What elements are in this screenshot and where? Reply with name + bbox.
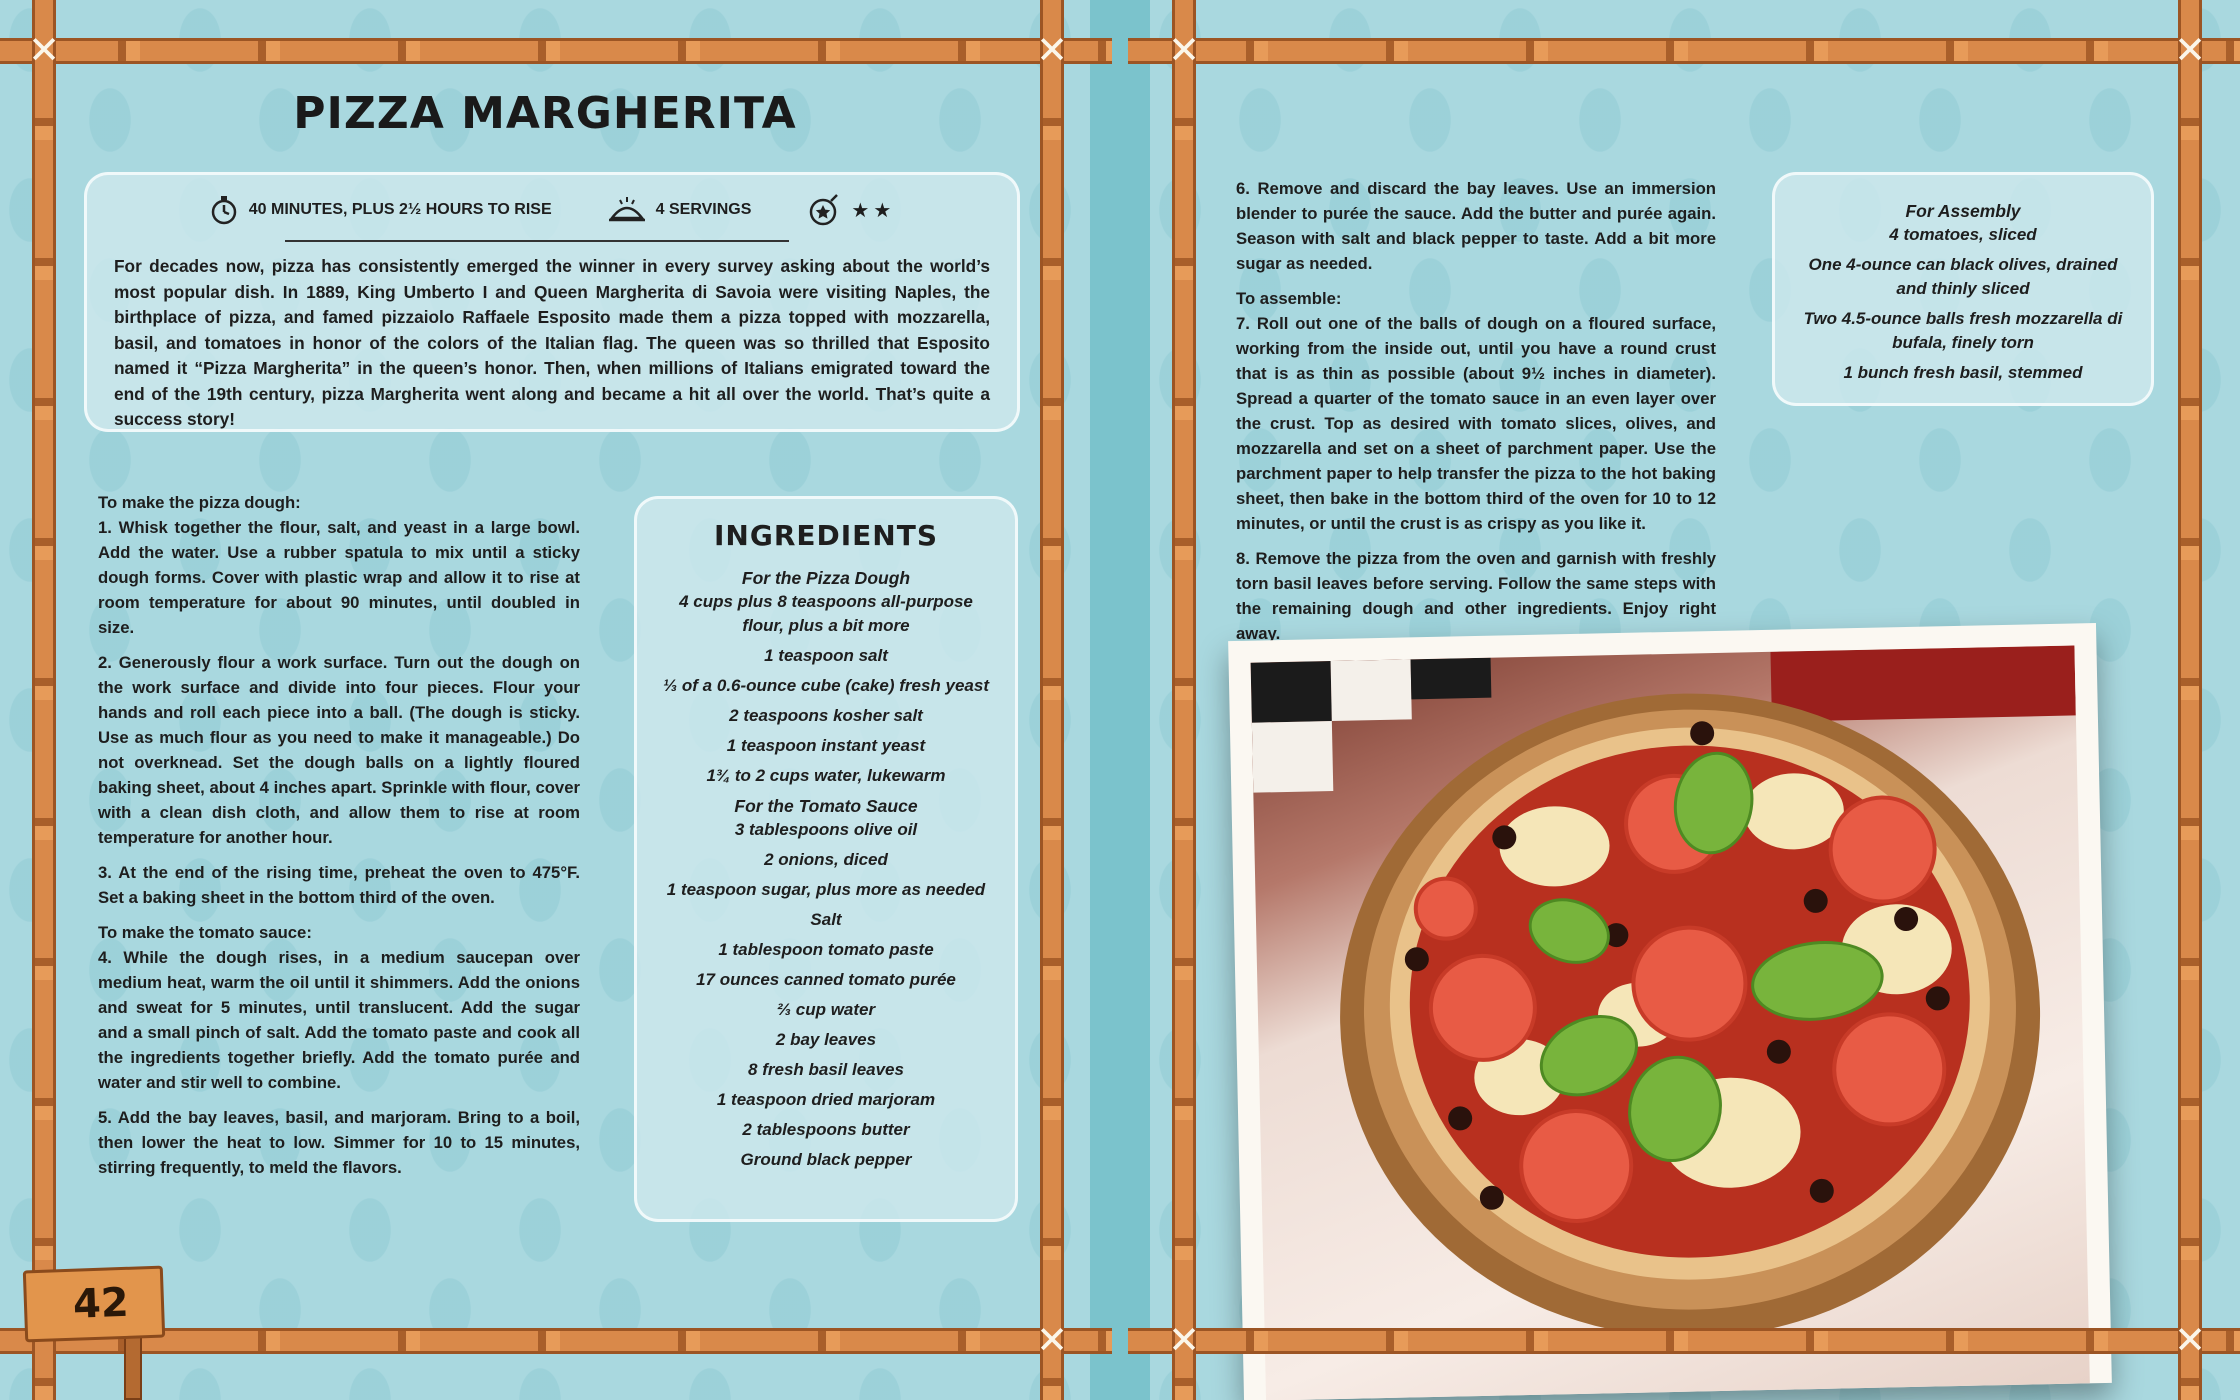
ingredient-item: ⅔ cup water bbox=[776, 1000, 876, 1019]
recipe-title: PIZZA MARGHERITA bbox=[293, 88, 797, 139]
ingredient-item: 3 tablespoons olive oil bbox=[734, 820, 918, 839]
rope-knot-icon: ✕ bbox=[1036, 1318, 1068, 1362]
step-4: 4. While the dough rises, in a medium saucepan over medium heat, warm the oil until it shimmers. Add the onions and sweat for 5 minutes, until translucent. Add the sugar and a small pinch of salt. Add the tomato paste and cook all the ingredients together briefly. Add the tomato purée and water and stir well to combine. bbox=[98, 948, 580, 1092]
step-5: 5. Add the bay leaves, basil, and marjoram. Bring to a boil, then lower the heat to low. Simmer for 10 to 15 minutes, stirring frequently, to meld the flavors. bbox=[98, 1108, 580, 1177]
sauce-subheading: For the Tomato Sauce bbox=[734, 796, 918, 816]
dough-subheading: For the Pizza Dough bbox=[741, 568, 911, 588]
page-number: 42 bbox=[72, 1279, 130, 1328]
ingredient-item: 1 tablespoon tomato paste bbox=[718, 940, 934, 959]
ingredient-item: Salt bbox=[810, 910, 842, 929]
serving-dish-icon bbox=[608, 196, 646, 224]
meta-divider bbox=[285, 240, 789, 242]
difficulty-stars: ★★ bbox=[851, 198, 896, 222]
ingredient-item: 1 teaspoon sugar, plus more as needed bbox=[666, 880, 986, 899]
sauce-heading: To make the tomato sauce: bbox=[98, 923, 312, 942]
intro-paragraph: For decades now, pizza has consistently emerged the winner in every survey asking about the world’s most popular dish. In 1889, King Umberto I and Queen Margherita di Savoia were visiting Naples, the birthplace of pizza, and famed pizzaiolo Raffaele Esposito made them a pizza topped with mozzarella, basil, and tomatoes in honor of the colors of the Italian flag. The queen was so thrilled that Esposito named it “Pizza Margherita” in the queen’s honor. Then, when millions of Italians emigrated toward the end of the 19th century, pizza Margherita went along and became a hit all over the world. That’s quite a success story! bbox=[114, 256, 990, 429]
pizza-photo-image bbox=[1251, 645, 2090, 1400]
rope-knot-icon: ✕ bbox=[1168, 28, 1200, 72]
assembly-list bbox=[1775, 175, 2151, 385]
bamboo-left bbox=[32, 0, 56, 1400]
rope-knot-icon: ✕ bbox=[1036, 28, 1068, 72]
pizza-illustration bbox=[1251, 645, 2090, 1400]
ingredient-item: 1 teaspoon salt bbox=[764, 646, 888, 665]
ingredient-item: 2 tablespoons butter bbox=[742, 1120, 910, 1139]
bamboo-top-right bbox=[1128, 38, 2240, 64]
ingredient-item: 2 bay leaves bbox=[775, 1030, 877, 1049]
assemble-heading: To assemble: bbox=[1236, 289, 1342, 308]
time-meta bbox=[209, 195, 552, 225]
rope-knot-icon: ✕ bbox=[28, 28, 60, 72]
assembly-panel bbox=[1772, 172, 2154, 406]
step-3: 3. At the end of the rising time, preheat the oven to 475°F. Set a baking sheet in the bottom third of the oven. bbox=[98, 863, 580, 907]
rope-knot-icon: ✕ bbox=[2174, 28, 2206, 72]
rope-knot-icon: ✕ bbox=[1168, 1318, 1200, 1362]
dough-heading: To make the pizza dough: bbox=[98, 493, 301, 512]
pizza-photo bbox=[1228, 623, 2112, 1400]
step-7: 7. Roll out one of the balls of dough on a floured surface, working from the inside out, until you have a round crust that is as thin as possible (about 9½ inches in diameter). Spread a quarter of the tomato sauce in an even layer over the crust. Top as desired with tomato slices, olives, and mozzarella and set on a sheet of parchment paper. Use the parchment paper to help transfer the pizza to the hot baking sheet, then bake in the bottom third of the oven for 10 to 12 minutes, or until the crust is as crispy as you like it. bbox=[1236, 314, 1716, 533]
assembly-item: 4 tomatoes, sliced bbox=[1889, 225, 2037, 244]
ingredient-item: ⅓ of a 0.6-ounce cube (cake) fresh yeast bbox=[663, 676, 989, 695]
servings-text: 4 SERVINGS bbox=[655, 201, 752, 218]
page-number-sign bbox=[23, 1266, 165, 1343]
step-1: 1. Whisk together the flour, salt, and yeast in a large bowl. Add the water. Use a rubber spatula to mix until a sticky dough forms. Cover with plastic wrap and allow it to rise at room temperature for about 90 minutes, until doubled in size. bbox=[98, 518, 580, 637]
ingredients-title: INGREDIENTS bbox=[713, 519, 938, 552]
assembly-item: Two 4.5-ounce balls fresh mozzarella di bufala, finely torn bbox=[1803, 309, 2123, 352]
ingredient-item: Ground black pepper bbox=[740, 1150, 912, 1169]
time-text: 40 MINUTES, PLUS 2½ HOURS TO RISE bbox=[248, 201, 552, 218]
rope-knot-icon: ✕ bbox=[2174, 1318, 2206, 1362]
servings-meta bbox=[608, 196, 752, 224]
ingredient-item: 2 onions, diced bbox=[764, 850, 888, 869]
method-continued bbox=[1236, 176, 1716, 656]
bamboo-bottom-right bbox=[1128, 1328, 2240, 1354]
difficulty-pot-icon bbox=[807, 193, 841, 227]
step-2: 2. Generously flour a work surface. Turn out the dough on the work surface and divide into four pieces. Flour your hands and roll each piece into a ball. (The dough is sticky. Use as much flour as you need to make it manageable.) Do not overknead. Set the dough balls on a lightly floured baking sheet, about 4 inches apart. Sprinkle with flour, cover with a clean dish cloth, and allow them to rise at room temperature for another hour. bbox=[98, 653, 580, 847]
assembly-item: 1 bunch fresh basil, stemmed bbox=[1843, 363, 2083, 382]
sign-post bbox=[124, 1330, 142, 1400]
recipe-meta bbox=[84, 190, 1020, 230]
ingredients-panel bbox=[634, 496, 1018, 1222]
ingredient-item: 17 ounces canned tomato purée bbox=[696, 970, 956, 989]
ingredient-item: 1 teaspoon dried marjoram bbox=[716, 1090, 936, 1109]
assembly-item: One 4-ounce can black olives, drained and thinly sliced bbox=[1808, 255, 2118, 298]
difficulty-meta bbox=[807, 193, 895, 227]
ingredient-item: 1 teaspoon instant yeast bbox=[726, 736, 926, 755]
bamboo-right bbox=[2178, 0, 2202, 1400]
ingredients-list bbox=[637, 566, 1015, 1172]
assembly-subheading: For Assembly bbox=[1905, 201, 2021, 221]
bamboo-top-left bbox=[0, 38, 1112, 64]
timer-icon bbox=[209, 195, 239, 225]
method-column bbox=[98, 490, 580, 1190]
ingredient-item: 1¾ to 2 cups water, lukewarm bbox=[706, 766, 946, 785]
ingredient-item: 4 cups plus 8 teaspoons all-purpose flour, plus a bit more bbox=[679, 592, 973, 635]
step-6: 6. Remove and discard the bay leaves. Use an immersion blender to purée the sauce. Add the butter and purée again. Season with salt and black pepper to taste. Add a bit more sugar as needed. bbox=[1236, 179, 1716, 273]
ingredient-item: 8 fresh basil leaves bbox=[748, 1060, 904, 1079]
left-page bbox=[0, 0, 1090, 1400]
bamboo-bottom-left bbox=[0, 1328, 1112, 1354]
ingredient-item: 2 teaspoons kosher salt bbox=[729, 706, 923, 725]
step-8: 8. Remove the pizza from the oven and garnish with freshly torn basil leaves before serving. Follow the same steps with the remaining dough and other ingredients. Enjoy right away. bbox=[1236, 549, 1716, 643]
book-gutter bbox=[1090, 0, 1150, 1400]
bamboo-center-right bbox=[1172, 0, 1196, 1400]
bamboo-center-left bbox=[1040, 0, 1064, 1400]
